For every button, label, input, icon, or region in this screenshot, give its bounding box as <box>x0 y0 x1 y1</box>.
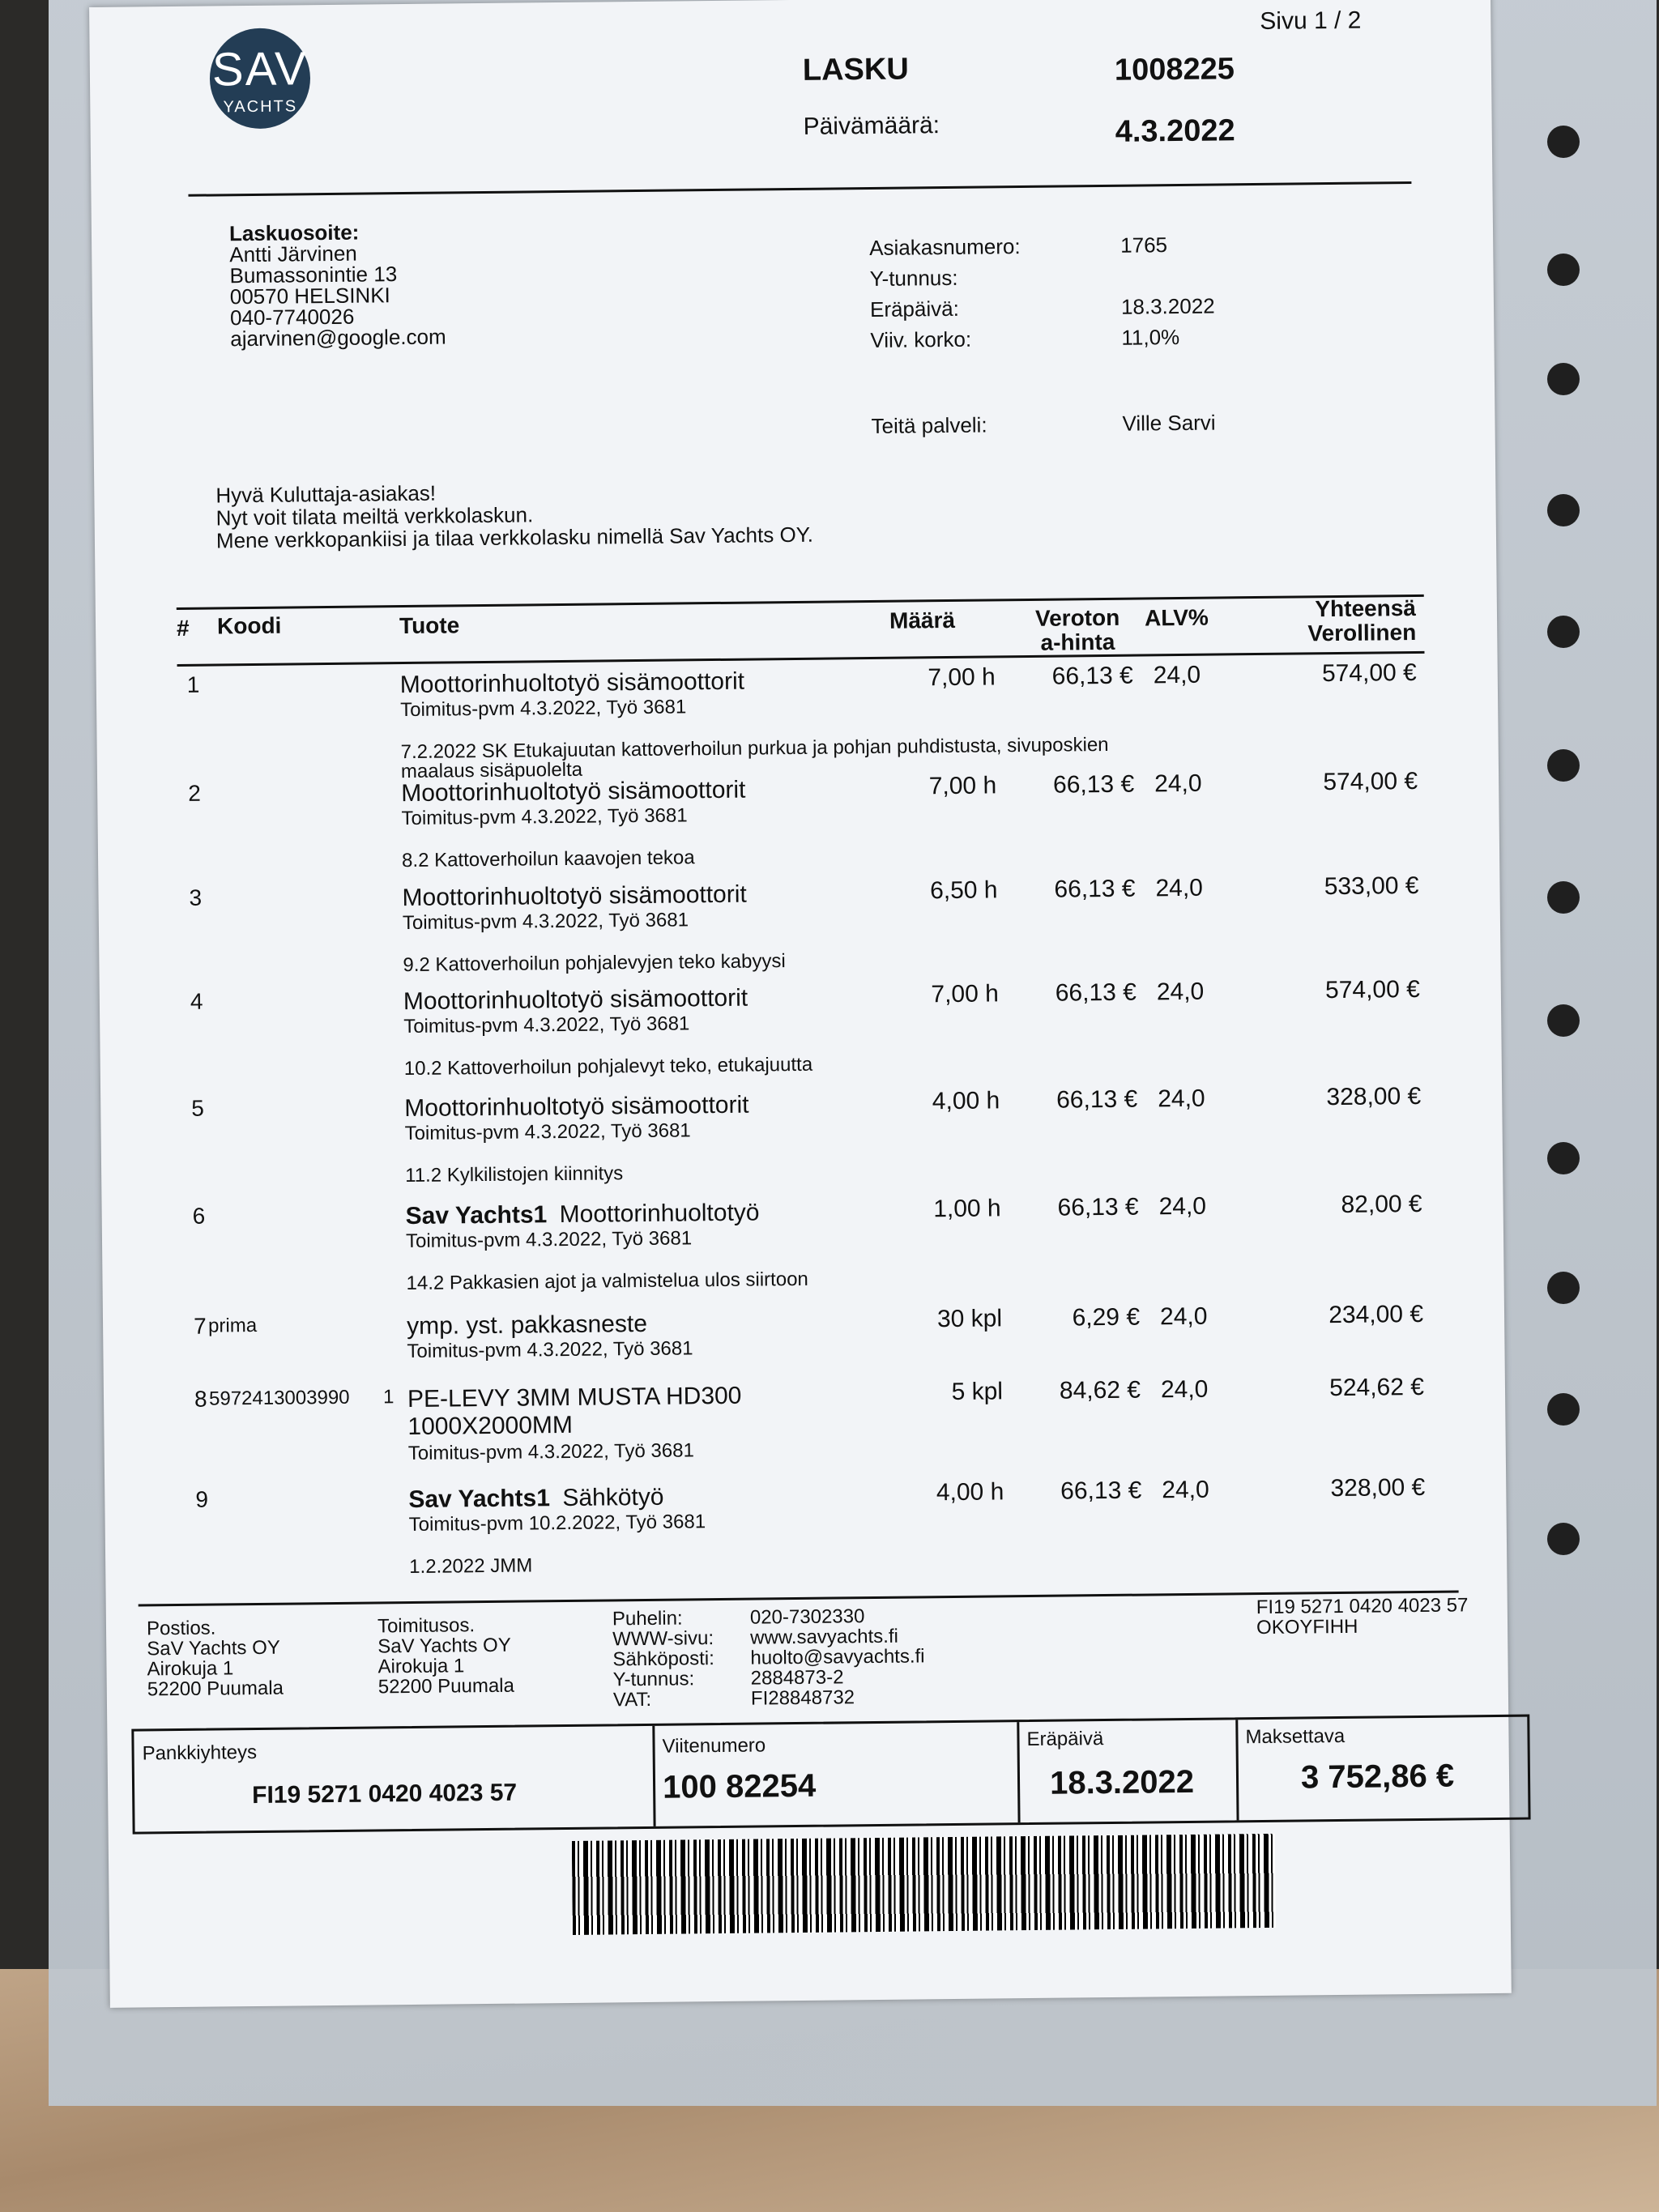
row-quantity: 4,00 h <box>932 1087 1000 1115</box>
row-quantity: 4,00 h <box>936 1478 1004 1507</box>
greeting-line-3: Mene verkkopankiisi ja tilaa verkkolasku nimellä Sav Yachts OY. <box>215 522 814 553</box>
postal-city: 52200 Puumala <box>147 1677 284 1701</box>
amount-due: 3 752,86 € <box>1300 1758 1455 1796</box>
row-total: 328,00 € <box>1330 1473 1426 1502</box>
billing-street: Bumassonintie 13 <box>229 262 398 288</box>
footer-delivery-address <box>377 1615 514 1698</box>
phone-label: Puhelin: <box>612 1607 683 1630</box>
row-delivery: Toimitus-pvm 4.3.2022, Työ 3681 <box>402 909 689 935</box>
footer-contact-labels <box>612 1608 715 1710</box>
billing-email: ajarvinen@google.com <box>230 324 446 352</box>
payment-due-label: Eräpäivä <box>1026 1728 1104 1751</box>
customer-number: 1765 <box>1120 232 1168 258</box>
bank-label: Pankkiyhteys <box>142 1741 258 1765</box>
company-email: huolto@savyachts.fi <box>750 1645 925 1669</box>
header-divider <box>188 181 1411 197</box>
row-unit-price: 66,13 € <box>1054 875 1136 903</box>
row-total: 574,00 € <box>1321 658 1417 688</box>
payment-divider-3 <box>1235 1720 1239 1820</box>
row-quantity: 30 kpl <box>936 1305 1003 1333</box>
invoice-date: 4.3.2022 <box>1115 113 1235 149</box>
vat-label: VAT: <box>612 1688 652 1711</box>
col-header-qty: Määrä <box>889 607 956 633</box>
row-product: Moottorinhuoltotyö sisämoottorit <box>403 984 748 1016</box>
row-unit-price: 66,13 € <box>1055 978 1137 1007</box>
row-product-line2: 1000X2000MM <box>407 1411 574 1441</box>
date-label: Päivämäärä: <box>803 112 940 140</box>
punch-hole <box>1547 1004 1580 1037</box>
row-total: 524,62 € <box>1329 1373 1425 1402</box>
row-number: 3 <box>189 884 203 910</box>
footer-iban: FI19 5271 0420 4023 57 <box>1256 1594 1469 1619</box>
company-website: www.savyachts.fi <box>750 1625 899 1649</box>
payment-slip <box>131 1715 1530 1835</box>
row-note: 14.2 Pakkasien ajot ja valmistelua ulos siirtoon <box>406 1268 808 1295</box>
row-vat: 24,0 <box>1160 1375 1209 1404</box>
row-brand: Sav Yachts1 <box>408 1485 551 1514</box>
col-header-total <box>1262 596 1417 646</box>
row-delivery: Toimitus-pvm 4.3.2022, Työ 3681 <box>403 1012 690 1038</box>
doc-type: LASKU <box>802 52 910 87</box>
delivery-name: SaV Yachts OY <box>377 1634 511 1658</box>
row-note: 7.2.2022 SK Etukajuutan kattoverhoilun purkua ja pohjan puhdistusta, sivuposkien <box>400 733 1109 764</box>
interest-label: Viiv. korko: <box>870 326 972 352</box>
row-delivery: Toimitus-pvm 4.3.2022, Työ 3681 <box>404 1119 691 1145</box>
row-vat: 24,0 <box>1153 661 1201 689</box>
email-label: Sähköposti: <box>612 1647 715 1671</box>
col-header-code: Koodi <box>216 612 282 639</box>
row-note-line2: maalaus sisäpuolelta <box>400 758 583 783</box>
footer-postal-address <box>147 1617 284 1700</box>
row-product: ymp. yst. pakkasneste <box>406 1310 648 1340</box>
row-number: 6 <box>192 1203 206 1229</box>
row-number: 1 <box>186 671 200 697</box>
bank-account: FI19 5271 0420 4023 57 <box>252 1779 518 1809</box>
row-code: prima <box>207 1314 258 1337</box>
row-total: 234,00 € <box>1328 1300 1424 1329</box>
row-unit-price: 66,13 € <box>1057 1193 1139 1221</box>
web-label: WWW-sivu: <box>612 1627 714 1651</box>
row-quantity: 7,00 h <box>928 772 997 800</box>
postal-street: Airokuja 1 <box>147 1657 234 1681</box>
row-product: Moottorinhuoltotyö <box>559 1199 760 1229</box>
row-note: 9.2 Kattoverhoilun pohjalevyjen teko kabyysi <box>403 950 786 977</box>
row-quantity: 7,00 h <box>928 663 996 692</box>
row-number: 2 <box>188 780 201 806</box>
col-header-vat: ALV% <box>1144 604 1209 631</box>
row-product: Moottorinhuoltotyö sisämoottorit <box>404 1091 749 1123</box>
billing-address <box>228 219 446 352</box>
col-header-price <box>1035 606 1120 655</box>
greeting-line-2: Nyt voit tilata meiltä verkkolaskun. <box>215 502 534 531</box>
punch-hole <box>1547 749 1580 782</box>
row-vat: 24,0 <box>1154 769 1202 798</box>
meta-values <box>1120 229 1215 353</box>
row-total: 82,00 € <box>1341 1190 1422 1218</box>
col-header-price-line1: Veroton <box>1034 604 1120 631</box>
row-number: 4 <box>190 988 203 1014</box>
col-header-num: # <box>176 615 190 641</box>
row-code-suffix: 1 <box>382 1386 394 1409</box>
row-number: 5 <box>191 1095 205 1121</box>
delivery-label: Toimitusos. <box>377 1614 476 1638</box>
served-by: Ville Sarvi <box>1122 410 1216 436</box>
due-date-label: Eräpäivä: <box>869 296 960 322</box>
row-note: 11.2 Kylkilistojen kiinnitys <box>405 1162 624 1187</box>
punch-hole <box>1547 126 1580 158</box>
row-number: 8 <box>194 1386 207 1412</box>
row-delivery: Toimitus-pvm 4.3.2022, Työ 3681 <box>405 1227 693 1253</box>
punch-hole <box>1547 1142 1580 1174</box>
delivery-street: Airokuja 1 <box>377 1655 465 1678</box>
served-label: Teitä palveli: <box>871 412 987 438</box>
row-product: Sähkötyö <box>562 1483 664 1512</box>
row-quantity: 5 kpl <box>951 1378 1004 1406</box>
billing-phone: 040-7740026 <box>229 304 355 330</box>
row-product: Moottorinhuoltotyö sisämoottorit <box>399 667 745 699</box>
row-unit-price: 66,13 € <box>1056 1085 1138 1114</box>
billing-label: Laskuosoite: <box>228 219 360 246</box>
reference-label: Viitenumero <box>662 1734 766 1758</box>
row-delivery: Toimitus-pvm 10.2.2022, Työ 3681 <box>408 1511 706 1536</box>
table-top-rule <box>177 595 1424 610</box>
col-header-total-line1: Yhteensä <box>1315 595 1417 622</box>
punch-hole <box>1547 1393 1580 1426</box>
logo-text-yachts: YACHTS <box>223 97 298 117</box>
row-product: Moottorinhuoltotyö sisämoottorit <box>401 776 746 808</box>
row-total: 533,00 € <box>1324 872 1419 901</box>
sav-yachts-logo <box>209 28 310 129</box>
billing-name: Antti Järvinen <box>229 241 357 267</box>
row-unit-price: 66,13 € <box>1051 662 1133 690</box>
invoice-page <box>89 0 1512 2008</box>
row-note: 10.2 Kattoverhoilun pohjalevyt teko, etukajuutta <box>403 1053 813 1080</box>
row-product: Moottorinhuoltotyö sisämoottorit <box>402 880 747 912</box>
reference-number: 100 82254 <box>662 1767 817 1805</box>
postal-label: Postios. <box>146 1617 216 1640</box>
footer-contact-values <box>750 1605 925 1708</box>
page-number: Sivu 1 / 2 <box>1260 6 1362 35</box>
punch-hole <box>1547 1523 1580 1555</box>
punch-hole <box>1547 881 1580 914</box>
table-header-rule <box>177 651 1425 667</box>
row-note: 1.2.2022 JMM <box>409 1554 533 1579</box>
company-id-label: Y-tunnus: <box>612 1668 695 1691</box>
payment-divider-1 <box>652 1726 655 1826</box>
footer-bic: OKOYFIHH <box>1256 1615 1358 1639</box>
row-total: 574,00 € <box>1324 975 1421 1004</box>
row-code: 5972413003990 <box>208 1386 350 1410</box>
row-vat: 24,0 <box>1156 978 1205 1006</box>
punch-hole <box>1547 1272 1580 1304</box>
row-brand: Sav Yachts1 <box>405 1201 548 1230</box>
payment-barcode <box>572 1834 1276 1935</box>
row-unit-price: 66,13 € <box>1052 770 1135 799</box>
invoice-number: 1008225 <box>1114 52 1235 87</box>
col-header-total-line2: Verollinen <box>1307 619 1417 646</box>
row-vat: 24,0 <box>1158 1192 1207 1221</box>
row-note: 8.2 Kattoverhoilun kaavojen tekoa <box>401 846 695 872</box>
row-quantity: 6,50 h <box>929 876 998 905</box>
payment-divider-2 <box>1017 1722 1020 1822</box>
col-header-price-line2: a-hinta <box>1040 629 1115 655</box>
row-vat: 24,0 <box>1155 874 1204 902</box>
row-number: 9 <box>195 1486 209 1512</box>
row-product: PE-LEVY 3MM MUSTA HD300 <box>407 1382 742 1413</box>
footer-bank <box>1256 1595 1469 1638</box>
row-unit-price: 84,62 € <box>1059 1376 1141 1404</box>
row-delivery: Toimitus-pvm 4.3.2022, Työ 3681 <box>407 1337 693 1363</box>
row-delivery: Toimitus-pvm 4.3.2022, Työ 3681 <box>401 804 688 830</box>
interest-rate: 11,0% <box>1121 324 1180 350</box>
row-delivery: Toimitus-pvm 4.3.2022, Työ 3681 <box>400 696 687 722</box>
billing-city: 00570 HELSINKI <box>229 283 390 309</box>
greeting <box>215 478 813 552</box>
punch-hole <box>1547 254 1580 286</box>
ytunnus-label: Y-tunnus: <box>869 265 958 291</box>
row-unit-price: 66,13 € <box>1060 1477 1142 1505</box>
row-number: 7 <box>193 1313 207 1339</box>
row-vat: 24,0 <box>1158 1085 1205 1113</box>
amount-label: Maksettava <box>1245 1724 1346 1749</box>
row-unit-price: 6,29 € <box>1072 1303 1141 1332</box>
customer-number-label: Asiakasnumero: <box>869 234 1021 260</box>
row-quantity: 7,00 h <box>931 980 1000 1008</box>
greeting-line-1: Hyvä Kuluttaja-asiakas! <box>215 480 437 508</box>
row-vat: 24,0 <box>1159 1302 1208 1331</box>
delivery-city: 52200 Puumala <box>377 1674 515 1698</box>
company-vat: FI28848732 <box>750 1686 855 1710</box>
payment-due-date: 18.3.2022 <box>1049 1763 1195 1801</box>
due-date: 18.3.2022 <box>1120 293 1215 319</box>
postal-name: SaV Yachts OY <box>147 1636 280 1660</box>
row-total: 328,00 € <box>1326 1082 1422 1111</box>
row-vat: 24,0 <box>1162 1476 1209 1504</box>
logo-text-sav: SAV <box>211 42 309 96</box>
meta-labels <box>869 231 1021 356</box>
punch-hole <box>1547 616 1580 648</box>
row-delivery: Toimitus-pvm 4.3.2022, Työ 3681 <box>407 1439 694 1465</box>
row-quantity: 1,00 h <box>933 1195 1001 1223</box>
punch-hole <box>1547 494 1580 526</box>
punch-hole <box>1547 363 1580 395</box>
col-header-product: Tuote <box>399 612 460 639</box>
company-phone: 020-7302330 <box>749 1605 865 1629</box>
row-total: 574,00 € <box>1323 767 1418 796</box>
company-id: 2884873-2 <box>750 1666 844 1690</box>
